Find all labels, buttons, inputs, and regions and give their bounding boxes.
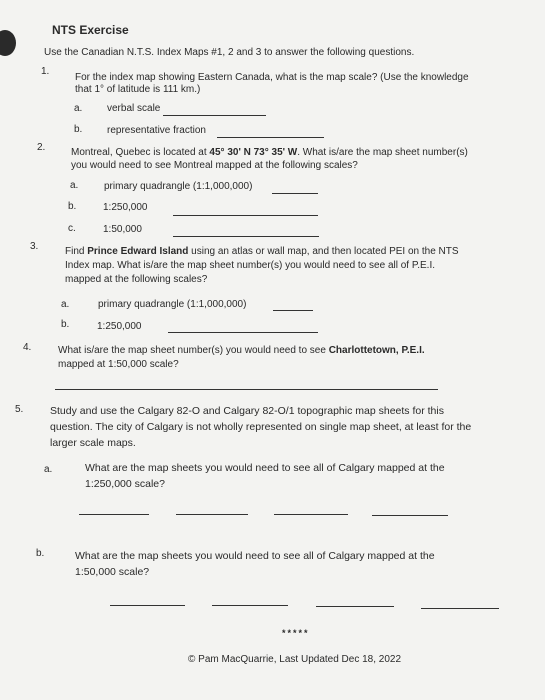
q5-line2: question. The city of Calgary is not wholly represented on single map sheet, at least for the [50,421,472,433]
q5b-line1: What are the map sheets you would need to see all of Calgary mapped at the [75,550,435,562]
q2b-answer-line[interactable] [173,215,318,216]
q5b-label: b. [36,548,45,559]
q2-line2: you would need to see Montreal mapped at the following scales? [71,160,358,171]
q2c-label: c. [68,223,76,234]
q4-number: 4. [23,342,32,353]
credit-text: Pam MacQuarrie, Last Updated Dec 18, 2022 [198,654,402,665]
worksheet-title: NTS Exercise [52,23,129,37]
q2a-label: a. [70,180,79,191]
q3-line1: Find Prince Edward Island using an atlas or wall map, and then located PEI on the NTS [65,246,459,257]
q1-line2: that 1° of latitude is 111 km.) [75,84,201,95]
q3a-answer-line[interactable] [273,310,313,311]
q2c-answer-line[interactable] [173,236,319,237]
q2-line1: Montreal, Quebec is located at 45° 30' N 73° 35' W. What is/are the map sheet number(s) [71,147,468,158]
q1b-answer-line[interactable] [217,137,324,138]
credit-line [188,654,401,665]
q3-number: 3. [30,241,39,252]
q1b-label: b. [74,124,83,135]
q3b-text: 1:250,000 [97,321,142,332]
q4-line1: What is/are the map sheet number(s) you would need to see Charlottetown, P.E.I. [58,345,425,356]
q5a-answer-line-2[interactable] [176,514,248,515]
q2c-text: 1:50,000 [103,224,142,235]
q5-line3: larger scale maps. [50,437,136,449]
q5a-line1: What are the map sheets you would need to see all of Calgary mapped at the [85,462,445,474]
q1b-text: representative fraction [107,125,206,136]
q3b-answer-line[interactable] [168,332,318,333]
q5a-line2: 1:250,000 scale? [85,478,165,490]
q5a-answer-line-3[interactable] [274,514,348,515]
copyright-icon: © [188,654,196,665]
q3a-label: a. [61,299,70,310]
q5-line1: Study and use the Calgary 82-O and Calgary 82-O/1 topographic map sheets for this [50,405,444,417]
q3a-text: primary quadrangle (1:1,000,000) [98,299,247,310]
separator-stars: ***** [282,628,310,638]
q5a-answer-line-1[interactable] [79,514,149,515]
q5b-line2: 1:50,000 scale? [75,566,150,578]
q5a-answer-line-4[interactable] [372,515,448,516]
q5b-answer-line-2[interactable] [212,605,288,606]
q3b-label: b. [61,319,70,330]
instructions: Use the Canadian N.T.S. Index Maps #1, 2 and 3 to answer the following questions. [44,47,415,58]
q1a-answer-line[interactable] [163,115,266,116]
q2-number: 2. [37,142,46,153]
q5-number: 5. [15,404,24,415]
q4-answer-line[interactable] [55,389,438,390]
q5b-answer-line-1[interactable] [110,605,185,606]
q2b-text: 1:250,000 [103,202,148,213]
q2b-label: b. [68,201,77,212]
q5a-label: a. [44,464,53,475]
q1a-text: verbal scale [107,103,161,114]
page-edge-shadow [0,30,16,56]
q2a-text: primary quadrangle (1:1,000,000) [104,181,253,192]
q1a-label: a. [74,103,83,114]
q4-line2: mapped at 1:50,000 scale? [58,359,179,370]
q5b-answer-line-4[interactable] [421,608,499,609]
q3-line3: mapped at the following scales? [65,274,208,285]
q2a-answer-line[interactable] [272,193,318,194]
q1-number: 1. [41,66,50,77]
q1-line1: For the index map showing Eastern Canada, what is the map scale? (Use the knowledge [75,72,469,83]
q3-line2: Index map. What is/are the map sheet number(s) you would need to see all of P.E.I. [65,260,436,271]
q5b-answer-line-3[interactable] [316,606,394,607]
